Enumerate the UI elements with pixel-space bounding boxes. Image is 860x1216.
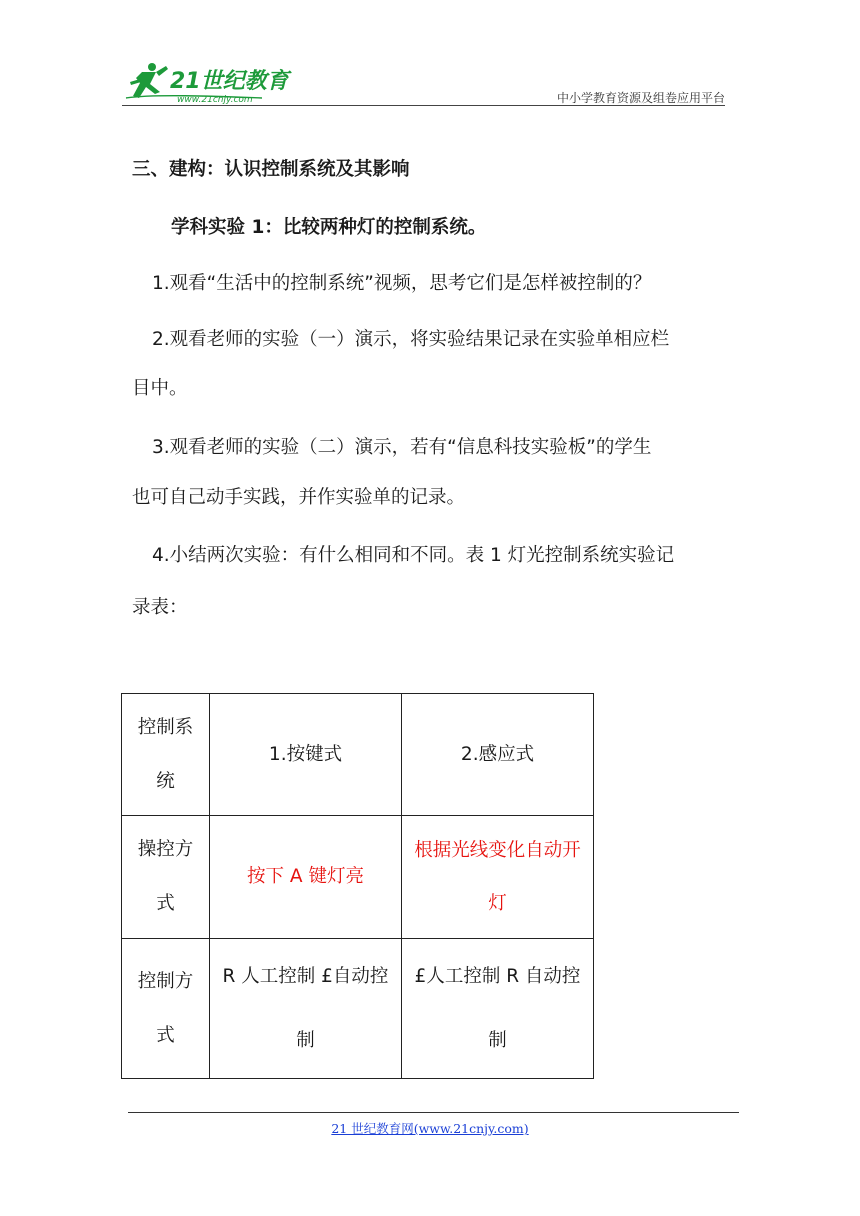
step-2-continued: 目中。 [132, 378, 188, 399]
row-header-control-mode: 控制方式 [137, 970, 194, 1046]
platform-name: 中小学教育资源及组卷应用平台 [556, 91, 725, 105]
experiment-title: 学科实验 1：比较两种灯的控制系统。 [171, 217, 487, 238]
table-cell [402, 939, 594, 1079]
table-row [122, 694, 594, 816]
table-row [122, 939, 594, 1079]
table-row [122, 816, 594, 939]
control-mode-button-type: R 人工控制 £自动控制 [222, 965, 389, 1051]
step-3-continued: 也可自己动手实践，并作实验单的记录。 [132, 487, 466, 508]
operation-button-type: 按下 A 键灯亮 [247, 866, 364, 887]
table-cell [210, 939, 402, 1079]
step-3: 3.观看老师的实验（二）演示，若有“信息科技实验板”的学生 [152, 437, 652, 458]
section-title: 三、建构：认识控制系统及其影响 [132, 159, 410, 180]
site-logo [122, 58, 292, 106]
footer-divider [128, 1112, 739, 1113]
column-header-button-type: 1.按键式 [268, 743, 343, 765]
table-cell [402, 816, 594, 939]
column-header-sensor-type: 2.感应式 [460, 743, 535, 765]
svg-text:www.21cnjy.com: www.21cnjy.com [177, 95, 253, 105]
step-4: 4.小结两次实验：有什么相同和不同。表 1 灯光控制系统实验记 [152, 545, 675, 566]
step-2: 2.观看老师的实验（一）演示，将实验结果记录在实验单相应栏 [152, 329, 670, 350]
step-4-continued: 录表： [132, 597, 188, 618]
row-header-control-system: 控制系统 [137, 716, 194, 792]
header-divider [122, 105, 725, 106]
table-cell [122, 816, 210, 939]
table-cell [402, 694, 594, 816]
svg-text:21世纪教育: 21世纪教育 [170, 69, 289, 94]
step-1: 1.观看“生活中的控制系统”视频，思考它们是怎样被控制的？ [152, 273, 652, 294]
table-cell [122, 694, 210, 816]
operation-sensor-type: 根据光线变化自动开灯 [414, 840, 581, 914]
table-cell [210, 816, 402, 939]
page-header [122, 58, 725, 106]
table-cell [210, 694, 402, 816]
control-mode-sensor-type: £人工控制 R 自动控制 [414, 965, 581, 1051]
table-cell [122, 939, 210, 1079]
footer-link[interactable]: 21 世纪教育网(www.21cnjy.com) [331, 1121, 529, 1136]
light-control-record-table [121, 693, 594, 1079]
row-header-operation-mode: 操控方式 [137, 839, 194, 914]
